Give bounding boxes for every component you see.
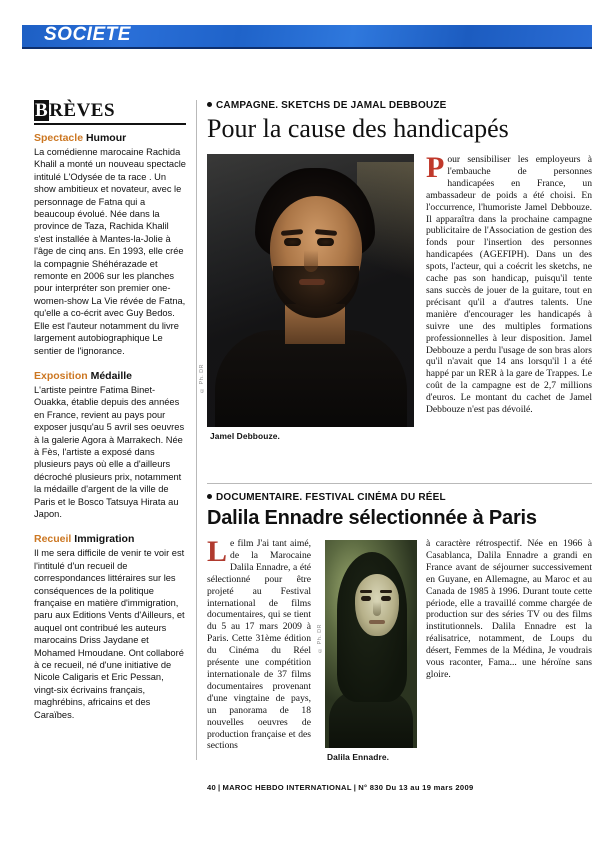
footer-publication: MAROC HEBDO INTERNATIONAL	[222, 783, 352, 792]
article2-photo-credit: © Ph. DR	[317, 624, 323, 653]
article1-photo-caption: Jamel Debbouze.	[210, 431, 280, 441]
article2-container	[207, 492, 592, 762]
footer-issue: N° 830 Du 13 au 19 mars 2009	[358, 783, 474, 792]
bullet-icon	[207, 494, 212, 499]
article2-text-column-right	[426, 538, 592, 681]
main-content	[199, 100, 592, 484]
column-divider	[196, 100, 197, 760]
footer-page-number: 40	[207, 783, 217, 792]
article1-body	[426, 151, 592, 416]
footer-separator-1: |	[218, 783, 221, 792]
photo-nose	[304, 250, 318, 272]
article2-headline: Dalila Ennadre sélectionnée à Paris	[207, 507, 537, 529]
brief-body: L'artiste peintre Fatima Binet-Ouakka, établie depuis des années en France, revient au pays pour exposer jusqu'au 5 avril ses oeuvres à la galerie Agora à Marrakech. Née à Fès, l'artiste a exposé dans plusieurs pays où elle a d'ailleurs décroché plusieurs prix, notamment la médaille d'argent de la ville de Paris et le Bosco Tatsuya Hirata au Japon.	[34, 384, 185, 519]
brief-kicker: Spectacle	[34, 132, 84, 144]
article1-photo	[207, 154, 414, 427]
photo-eye-right	[381, 596, 391, 601]
article1-photo-credit: © Ph. DR	[199, 364, 205, 393]
article2-kicker-text: DOCUMENTAIRE. FESTIVAL CINÉMA DU RÉEL	[216, 492, 446, 503]
photo-eye-right	[317, 238, 334, 246]
breves-heading-rest: RÈVES	[49, 100, 116, 121]
article2-kicker	[207, 492, 592, 503]
photo-mouth	[369, 620, 385, 624]
brief-title	[34, 132, 186, 145]
article2-body-left	[207, 535, 311, 752]
article2-photo-caption: Dalila Ennadre.	[327, 752, 390, 762]
brief-body: Il me sera difficile de venir te voir est l'intitulé d'un recueil de correspondances littéraires sur les conséquences de la politique française en matière d'immigration, paru aux Editions Vents d'Ailleurs, et auquel ont contribué les auteurs marocains Driss Jaydane et Mohamed Hmoudane. Ont collaboré à ce recueil, né d'une initiative de Nicole Caligaris et Eric Pessan, vingt-six écrivains français, maghrébins, africains et des Caraïbes.	[34, 548, 185, 720]
article1-body-text: our sensibiliser les employeurs à l'embauche de personnes handicapées en France, un ambassadeur de poids a été choisi. En l'occurrence, l'humoriste Jamel Debbouze. Il apparaîtra dans la prochaine campagne publicitaire de l'Association de gestion des fonds pour l'insertion des personnes handicapées (AGEFIPH). Dans un des spots, l'acteur, qui a coécrit les sketchs, ne cache pas son handicap, puisqu'il tente sans succès de jouer de la guitare, tout en précisant qu'il a d'autres talents. Une manière d'encourager les handicapés à suivre une des multiples formations professionnelles à leur disposition. Jamel Debbouze a perdu l'usage de son bras alors qu'il n'avait que 14 ans lorsqu'il l a été happé par un RER à la gare de Trappes. Le coût de la campagne est de 2,7 millions d'euros. Le montant du cachet de Jamel Debbouze n'est pas dévoilé.	[426, 154, 592, 416]
article1-kicker-text: CAMPAGNE. SKETCHS DE JAMAL DEBBOUZE	[216, 100, 447, 111]
article2-text-column-left	[207, 535, 311, 752]
brief-kicker: Exposition	[34, 369, 88, 382]
briefs-sidebar	[34, 100, 186, 734]
page-footer	[207, 783, 474, 792]
photo-eye-left	[284, 238, 301, 246]
footer-separator-2: |	[353, 783, 357, 792]
brief-title	[34, 533, 186, 546]
brief-item	[34, 533, 186, 721]
brief-body: La comédienne marocaine Rachida Khalil a monté un nouveau spectacle intitulé L'Odysée de ta race . Un show ambitieux et novateur, avec le personnage de Fatna qui a beaucoup évolué. Née dans la province de Taza, Rachida Khalil s'est installée à Mantes-la-Jolie à l'âge de cinq ans. En 1993, elle crée la compagnie Shéhérazade et remonte en 2006 sur les planches pour interpréter son premier one-women-show La Vie révée de Fatna, qu'elle a co-écrit avec Guy Bedos. Elle est l'auteur notamment du livre largement autobiographique Le sentier de l'ignorance.	[34, 147, 186, 356]
breves-heading-initial: B	[35, 100, 49, 121]
brief-title	[34, 370, 186, 383]
article-separator	[207, 483, 592, 484]
article1-headline: Pour la cause des handicapés	[207, 114, 509, 143]
article2-body-right: à caractère rétrospectif. Née en 1966 à Casablanca, Dalila Ennadre a grandi en France avant de séjourner successivement en Guyane, en Allemagne, au Maroc et au Canada de 1985 à 1996. Durant toute cette période, elle a travaillé comme chargée de production sur des séries TV ou des films institutionnels. Dalila Ennadre est la réalisatrice, notamment, de Loups du désert, Femmes de la Médina, Je voudrais vous raconter, Fama... une héroïne sans gloire.	[426, 538, 592, 680]
brief-item	[34, 370, 186, 520]
photo-torso	[215, 330, 407, 427]
article2-photo	[325, 540, 417, 748]
brief-word: Immigration	[74, 533, 135, 546]
article2-body-left-text: e film J'ai tant aimé, de la Marocaine Dalila Ennadre, a été sélectionné pour être projeté au Festival international de films documentaires, qui se tient du 5 au 17 mars 2009 à Paris. Cette 31ème édition du Cinéma du Réel présente une compétition internationale de 37 films documentaires provenant d'une vingtaine de pays, un panorama de 18 nouvelles oeuvres de production française et des sections	[207, 538, 311, 752]
article1-text-column	[426, 151, 592, 416]
article1-dropcap: P	[426, 151, 445, 184]
brief-word: Humour	[85, 132, 127, 144]
photo-eyebrow-right	[380, 590, 392, 593]
brief-word: Médaille	[90, 369, 133, 382]
photo-mouth	[299, 279, 325, 285]
article1-kicker	[207, 100, 592, 111]
photo-eyebrow-left	[360, 590, 372, 593]
bullet-icon	[207, 102, 212, 107]
article1-block	[199, 151, 592, 484]
brief-kicker: Recueil	[34, 533, 72, 546]
brief-item	[34, 132, 186, 357]
photo-nose	[373, 602, 381, 616]
article2-dropcap: L	[207, 535, 228, 568]
breves-heading	[34, 100, 186, 125]
photo-eye-left	[361, 596, 371, 601]
section-title: SOCIETE	[44, 24, 131, 45]
